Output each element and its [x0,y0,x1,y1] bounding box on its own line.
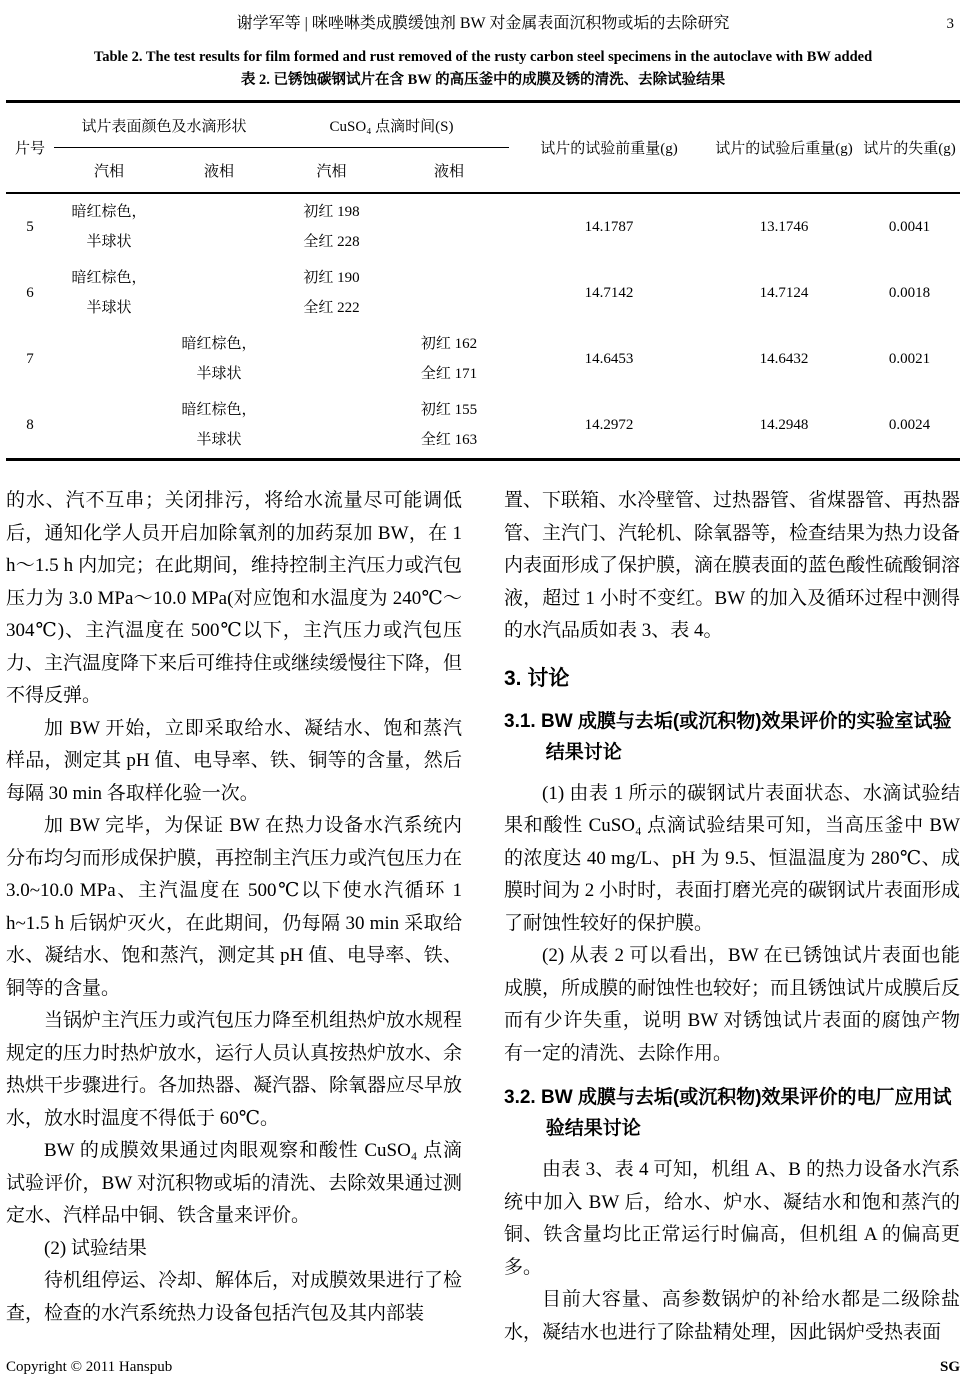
cell-color-liquid [164,193,274,260]
col-header-vapor-phase-drop: 汽相 [316,163,347,180]
page-footer [6,1359,960,1376]
subsection-heading-3-1: 3.1. BW 成膜与去垢(或沉积物)效果评价的实验室试验结果讨论 [504,710,952,763]
paragraph: 待机组停运、冷却、解体后，对成膜效果进行了检查，检查的水汽系统热力设备包括汽包及其内部装 [6,1270,463,1324]
cell-weight-loss: 0.0041 [888,218,931,235]
cell-pre-weight: 14.7142 [584,284,634,301]
results-table [6,100,960,461]
col-header-pre-weight: 试片的试验前重量(g) [540,141,678,157]
cell-post-weight: 14.6432 [759,350,809,367]
col-header-cuso4-group: CuSO₄ 点滴时间(S) [274,102,509,148]
table-row [6,260,960,326]
cell-post-weight: 14.2948 [759,416,809,433]
col-header-weight-loss: 试片的失重(g) [863,141,956,157]
paragraph: 的水、汽不互串；关闭排污，将给水流量尽可能调低后，通知化学人员开启加除氧剂的加药泵加 BW，在 1 h～1.5 h 内加完；在此期间，维持控制主汽压力或汽包压力为 3.0 MPa～10.0 MPa(对应饱和水温度为 240℃～304℃)、主汽温度在 500℃以下，主汽压力或汽包压力、主汽温度降下来后可维持住或继续缓慢往下降，但不得反弹。 [6,490,463,706]
section-heading-discussion: 3. 讨论 [504,666,570,690]
cell-drop-vapor: 初红 190 全红 222 [303,270,360,316]
list-item-test-results: (2) 试验结果 [44,1237,147,1259]
cell-pre-weight: 14.1787 [584,218,634,235]
table-caption-chinese: 表 2. 已锈蚀碳钢试片在含 BW 的高压釜中的成膜及锈的清洗、去除试验结果 [240,72,726,88]
cell-drop-liquid: 初红 162 全红 171 [420,336,478,382]
paragraph: 当锅炉主汽压力或汽包压力降至机组热炉放水规程规定的压力时热炉放水，运行人员认真按热炉放水、余热烘干步骤进行。各加热器、凝汽器、除氧器应尽早放水，放水时温度不得低于 60℃。 [6,1010,463,1129]
paragraph: BW 的成膜效果通过肉眼观察和酸性 CuSO₄ 点滴试验评价，BW 对沉积物或垢的清洗、去除效果通过测定水、汽样品中铜、铁含量来评价。 [6,1140,462,1226]
paragraph: 置、下联箱、水冷壁管、过热器管、省煤器管、再热器管、主汽门、汽轮机、除氧器等，检查结果为热力设备内表面形成了保护膜，滴在膜表面的蓝色酸性硫酸铜溶液，超过 1 小时不变红。BW 的加入及循环过程中测得的水汽品质如表 3、表 4。 [504,490,961,641]
paragraph: 由表 3、表 4 可知，机组 A、B 的热力设备水汽系统中加入 BW 后，给水、炉水、凝结水和饱和蒸汽的铜、铁含量均比正常运行时偏高，但机组 A 的偏高更多。 [504,1159,960,1278]
cell-drop-liquid: 初红 155 全红 163 [420,402,478,448]
paragraph: 加 BW 完毕，为保证 BW 在热力设备水汽系统内分布均匀而形成保护膜，再控制主汽压力或汽包压力在 3.0~10.0 MPa、主汽温度在 500℃以下使水汽循环 1 h~1.5 h 后锅炉灭火，在此期间，仍每隔 30 min 采取给水、凝结水、饱和蒸汽，测定其 pH 值、电导率、铁、铜等的含量。 [6,815,463,999]
copyright-notice: Copyright © 2011 Hanspub [6,1359,173,1375]
cell-color-liquid: 暗红棕色， 半球状 [181,402,257,448]
cell-specimen-no: 7 [26,350,34,367]
table-captions [6,48,960,90]
subsection-heading-3-2: 3.2. BW 成膜与去垢(或沉积物)效果评价的电厂应用试验结果讨论 [504,1087,952,1139]
cell-drop-vapor [274,326,389,392]
body-text [6,485,960,1349]
journal-code: SG [939,1359,960,1375]
cell-color-vapor: 暗红棕色， 半球状 [71,270,147,316]
cell-color-vapor: 暗红棕色， 半球状 [71,204,147,250]
paragraph: (2) 从表 2 可以看出，BW 在已锈蚀试片表面也能成膜，所成膜的耐蚀性也较好；而且锈蚀试片成膜后反而有少许失重，说明 BW 对锈蚀试片表面的腐蚀产物有一定的清洗、去除作用。 [504,945,961,1064]
table-caption-english: Table 2. The test results for film formed and rust removed of the rusty carbon steel specimens in the autoclave with BW added [93,49,873,65]
cell-post-weight: 13.1746 [759,218,809,235]
cell-weight-loss: 0.0024 [888,416,931,433]
cell-drop-liquid [389,260,509,326]
paragraph: 目前大容量、高参数锅炉的补给水都是二级除盐水，凝结水也进行了除盐精处理，因此锅炉受热表面 [504,1289,960,1343]
cell-drop-liquid [389,193,509,260]
cell-drop-vapor [274,392,389,460]
col-header-vapor-phase-color: 汽相 [93,163,124,180]
col-header-specimen-no: 片号 [14,141,45,157]
running-title: 谢学军等 | 咪唑啉类成膜缓蚀剂 BW 对金属表面沉积物或垢的去除研究 [236,15,730,32]
cell-color-liquid: 暗红棕色， 半球状 [181,336,257,382]
table-header-group-row [6,102,960,148]
cell-weight-loss: 0.0021 [888,350,931,367]
cell-specimen-no: 6 [26,284,34,301]
cell-color-vapor [54,392,164,460]
cell-weight-loss: 0.0018 [888,284,931,301]
paragraph: 加 BW 开始，立即采取给水、凝结水、饱和蒸汽样品，测定其 pH 值、电导率、铁、铜等的含量，然后每隔 30 min 各取样化验一次。 [6,717,462,804]
table-row [6,392,960,460]
left-column [6,485,462,1349]
cell-specimen-no: 5 [26,218,34,235]
table-row [6,193,960,260]
cell-pre-weight: 14.2972 [584,416,634,433]
table-row [6,326,960,392]
col-header-liquid-phase-color: 液相 [204,163,235,180]
col-header-surface-group: 试片表面颜色及水滴形状 [54,102,274,148]
col-header-post-weight: 试片的试验后重量(g) [715,141,853,157]
running-head [6,14,960,34]
right-column [504,485,960,1349]
cell-color-vapor [54,326,164,392]
col-header-liquid-phase-drop: 液相 [434,163,465,180]
cell-post-weight: 14.7124 [759,284,809,301]
paragraph: (1) 由表 1 所示的碳钢试片表面状态、水滴试验结果和酸性 CuSO₄ 点滴试验结果可知，当高压釜中 BW 的浓度达 40 mg/L、pH 为 9.5、恒温温度为 280℃、成膜时间为 2 小时时，表面打磨光亮的碳钢试片表面形成了耐蚀性较好的保护膜。 [504,782,961,934]
cell-drop-vapor: 初红 198 全红 228 [303,204,360,250]
page-number: 3 [946,16,954,32]
cell-color-liquid [164,260,274,326]
cell-specimen-no: 8 [26,416,34,433]
cell-pre-weight: 14.6453 [584,350,634,367]
